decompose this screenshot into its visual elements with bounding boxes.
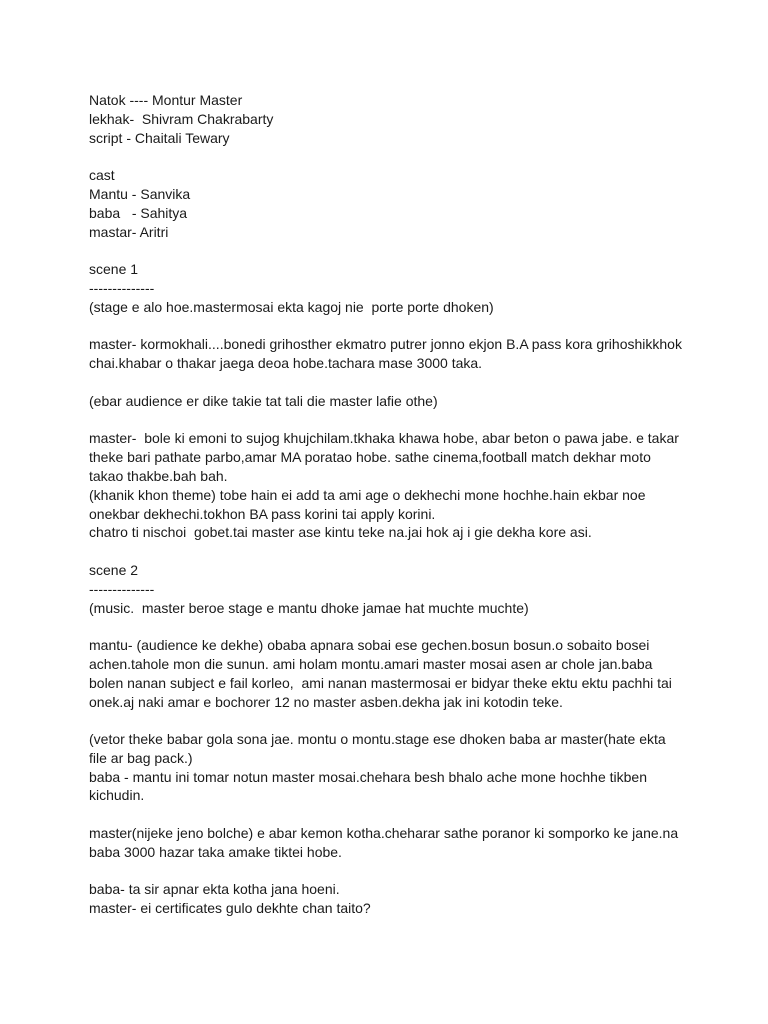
dialogue-line: master- bole ki emoni to sujog khujchilam.tkhaka khawa hobe, abar beton o pawa jabe. e takar — [89, 430, 679, 447]
dialogue — [89, 636, 759, 711]
paragraph-gap — [89, 411, 759, 430]
paragraph-gap — [89, 711, 759, 730]
paragraph-gap — [89, 805, 759, 824]
play-header — [89, 91, 759, 147]
dialogue-line: onek.aj naki amar e bochorer 12 no master asben.dekha jak ini kotodin teke. — [89, 693, 563, 710]
dialogue-line: master- ei certificates gulo dekhte chan taito? — [89, 900, 371, 917]
dialogue-line: chai.khabar o thakar jaega deoa hobe.tachara mase 3000 taka. — [89, 355, 483, 372]
dialogue-line: baba- ta sir apnar ekta kotha jana hoeni. — [89, 881, 340, 898]
dialogue — [89, 824, 759, 862]
cast-list — [89, 166, 759, 241]
stage-direction-line: file ar bag pack.) — [89, 749, 193, 766]
dialogue-line: mantu- (audience ke dekhe) obaba apnara sobai ese gechen.bosun bosun.o sobaito bosei — [89, 637, 650, 654]
paragraph-gap — [89, 241, 759, 260]
dialogue-line: master- kormokhali....bonedi grihosther ekmatro putrer jonno ekjon B.A pass kora grihoshikkhok — [89, 336, 682, 353]
dialogue-line: (khanik khon theme) tobe hain ei add ta ami age o dekhechi mone hochhe.hain ekbar noe — [89, 486, 646, 503]
dialogue-line: baba 3000 hazar taka amake tiktei hobe. — [89, 843, 342, 860]
dialogue-line: onekbar dekhechi.tokhon BA pass korini tai apply korini. — [89, 505, 436, 522]
paragraph-gap — [89, 617, 759, 636]
cast-entry: baba - Sahitya — [89, 204, 188, 221]
paragraph-gap — [89, 542, 759, 561]
scene-1 — [89, 260, 759, 542]
stage-direction-line: (vetor theke babar gola sona jae. montu o montu.stage ese dhoken baba ar master(hate ekta — [89, 731, 666, 748]
stage-direction — [89, 392, 759, 411]
stage-direction-line: (music. master beroe stage e mantu dhoke jamae hat muchte muchte) — [89, 599, 529, 616]
scene-divider: -------------- — [89, 580, 155, 597]
cast-entry: mastar- Aritri — [89, 223, 169, 240]
scene-heading: scene 1 — [89, 261, 139, 278]
paragraph-gap — [89, 147, 759, 166]
dialogue-line: theke bari pathate parbo,amar MA poratao hobe. sathe cinema,football match dekhar moto — [89, 449, 651, 466]
cast-heading: cast — [89, 167, 115, 184]
scene-divider: -------------- — [89, 279, 155, 296]
dialogue-line: baba - mantu ini tomar notun master mosai.chehara besh bhalo ache mone hochhe tikben — [89, 768, 648, 785]
stage-direction-and-dialogue — [89, 730, 759, 805]
dialogue-line: bolen nanan subject e fail korleo, ami nanan mastermosai er bidyar theke ektu ektu pachhi tai — [89, 674, 672, 691]
dialogue-line: master(nijeke jeno bolche) e abar kemon kotha.cheharar sathe poranor ki somporko ke jane.na — [89, 825, 679, 842]
writer-credit: lekhak- Shivram Chakrabarty — [89, 110, 274, 127]
dialogue — [89, 880, 759, 918]
script-body — [89, 91, 759, 918]
dialogue — [89, 335, 759, 373]
stage-direction-line: (ebar audience er dike takie tat tali die master lafie othe) — [89, 392, 438, 409]
stage-direction — [89, 599, 759, 618]
dialogue-line: achen.tahole mon die sunun. ami holam montu.amari master mosai asen ar chole jan.baba — [89, 655, 653, 672]
dialogue-line: chatro ti nischoi gobet.tai master ase kintu teke na.jai hok aj i gie dekha kore asi. — [89, 524, 592, 541]
scene-2 — [89, 561, 759, 918]
script-credit: script - Chaitali Tewary — [89, 129, 230, 146]
paragraph-gap — [89, 373, 759, 392]
play-title: Natok ---- Montur Master — [89, 92, 243, 108]
paragraph-gap — [89, 862, 759, 881]
paragraph-gap — [89, 317, 759, 336]
scene-heading: scene 2 — [89, 561, 139, 578]
stage-direction-line: (stage e alo hoe.mastermosai ekta kagoj nie porte porte dhoken) — [89, 298, 494, 315]
cast-entry: Mantu - Sanvika — [89, 185, 191, 202]
dialogue-line: kichudin. — [89, 787, 145, 804]
dialogue-line: takao thakbe.bah bah. — [89, 467, 228, 484]
stage-direction — [89, 298, 759, 317]
dialogue — [89, 429, 759, 542]
